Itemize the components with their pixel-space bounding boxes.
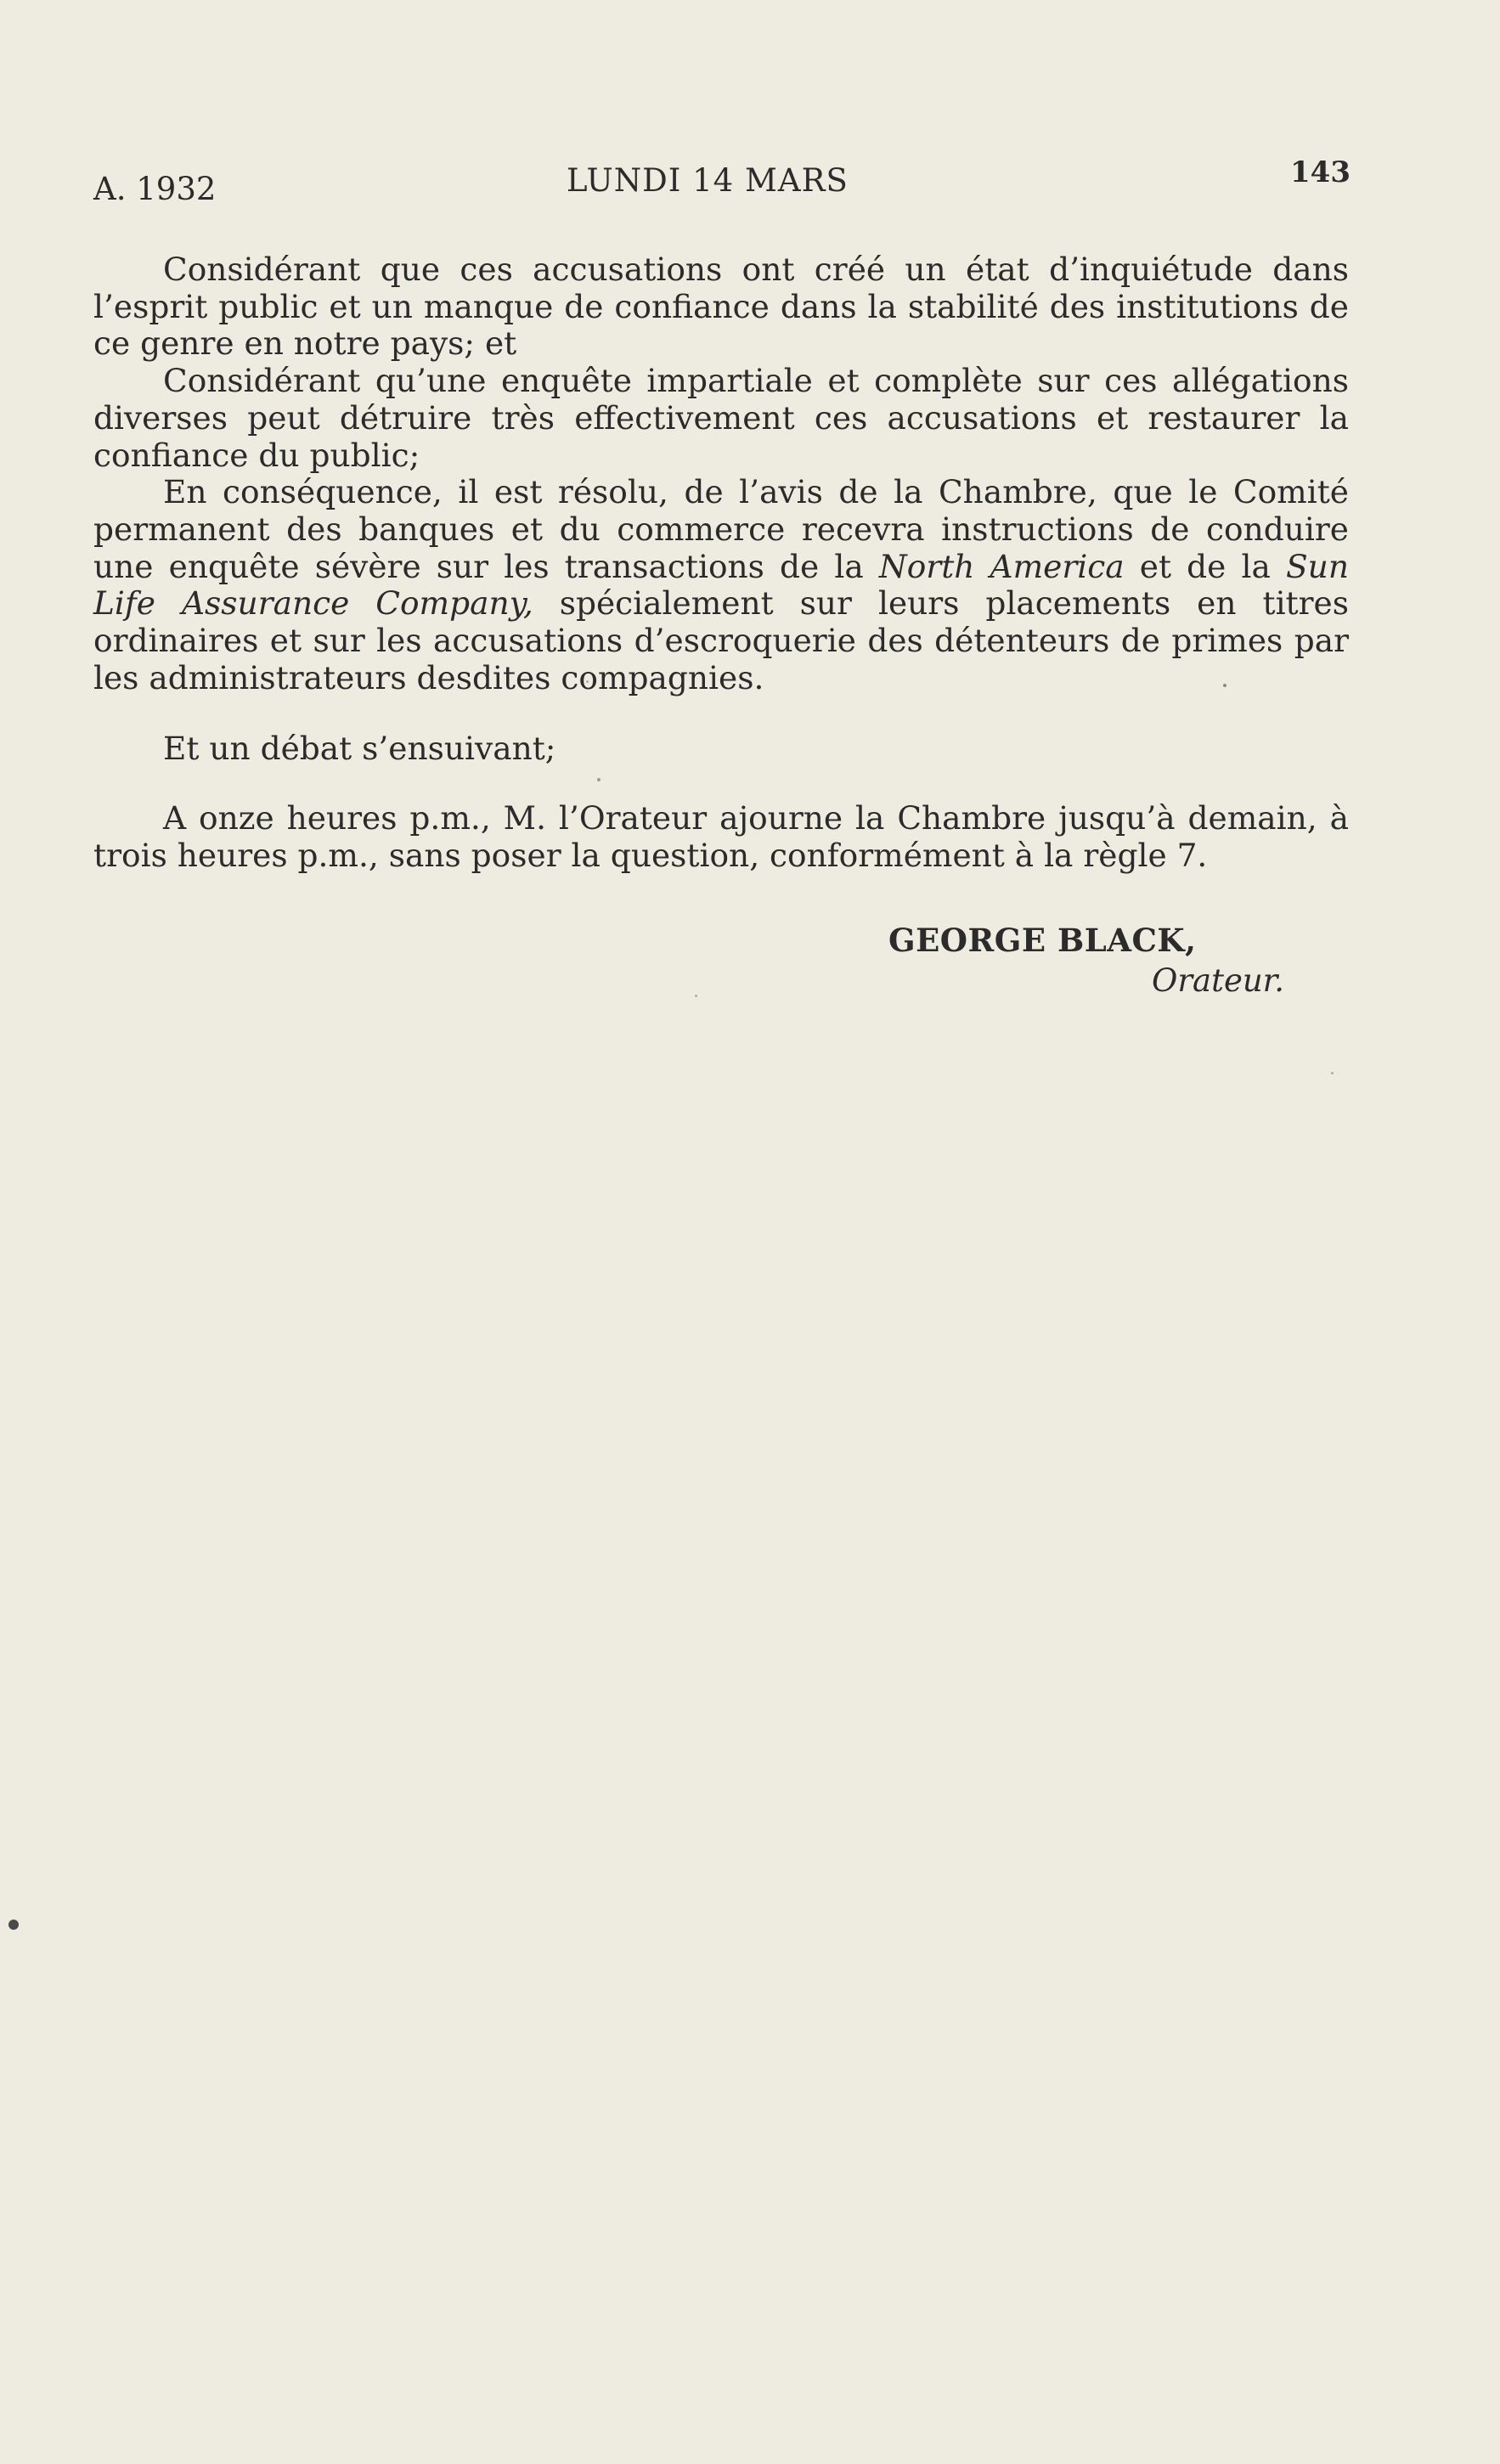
paragraph-2: Considérant qu’une enquête impartiale et complète sur ces allégations diverses peut détruire très effectivement ces accusations et restaurer la confiance du public; <box>93 362 1349 474</box>
paragraph-4: Et un débat s’ensuivant; <box>163 730 556 768</box>
signature-block <box>888 920 1284 1001</box>
italic-north-america: North America <box>878 547 1125 585</box>
scan-speck <box>8 1920 19 1930</box>
signature-title: Orateur. <box>1152 962 1285 999</box>
document-body <box>93 251 1349 875</box>
scan-speck <box>597 778 601 781</box>
paragraph-1: Considérant que ces accusations ont créé un état d’inquiétude dans l’esprit public et un manque de confiance dans la stabilité des institutions de ce genre en notre pays; et <box>93 251 1349 363</box>
page-number: 143 <box>1290 155 1351 189</box>
paragraph-3-part-c: spécialement sur leurs placements en titres ordinaires et sur les accusations d’escroquerie des détenteurs de primes par les administrateurs desdites compagnies. <box>93 584 1349 696</box>
scan-speck <box>1223 684 1227 687</box>
header-date: LUNDI 14 MARS <box>567 162 849 199</box>
italic-sun-life: Sun Life Assurance Company, <box>93 547 1349 623</box>
page-header <box>93 155 1351 207</box>
scan-speck <box>695 995 697 997</box>
scan-speck <box>586 680 589 683</box>
paragraph-3 <box>93 474 1349 696</box>
header-year: A. 1932 <box>93 171 217 207</box>
paragraph-3-part-b: et de la <box>1124 547 1286 585</box>
paragraph-5: A onze heures p.m., M. l’Orateur ajourne la Chambre jusqu’à demain, à trois heures p.m., sans poser la question, conformément à la règle 7. <box>93 799 1349 874</box>
scan-speck <box>1331 1072 1334 1074</box>
signature-name: GEORGE BLACK, <box>888 922 1197 959</box>
paragraph-3-part-a: En conséquence, il est résolu, de l’avis de la Chambre, que le Comité permanent des banques et du commerce recevra instructions de conduire une enquête sévère sur les transactions de la <box>93 473 1349 585</box>
